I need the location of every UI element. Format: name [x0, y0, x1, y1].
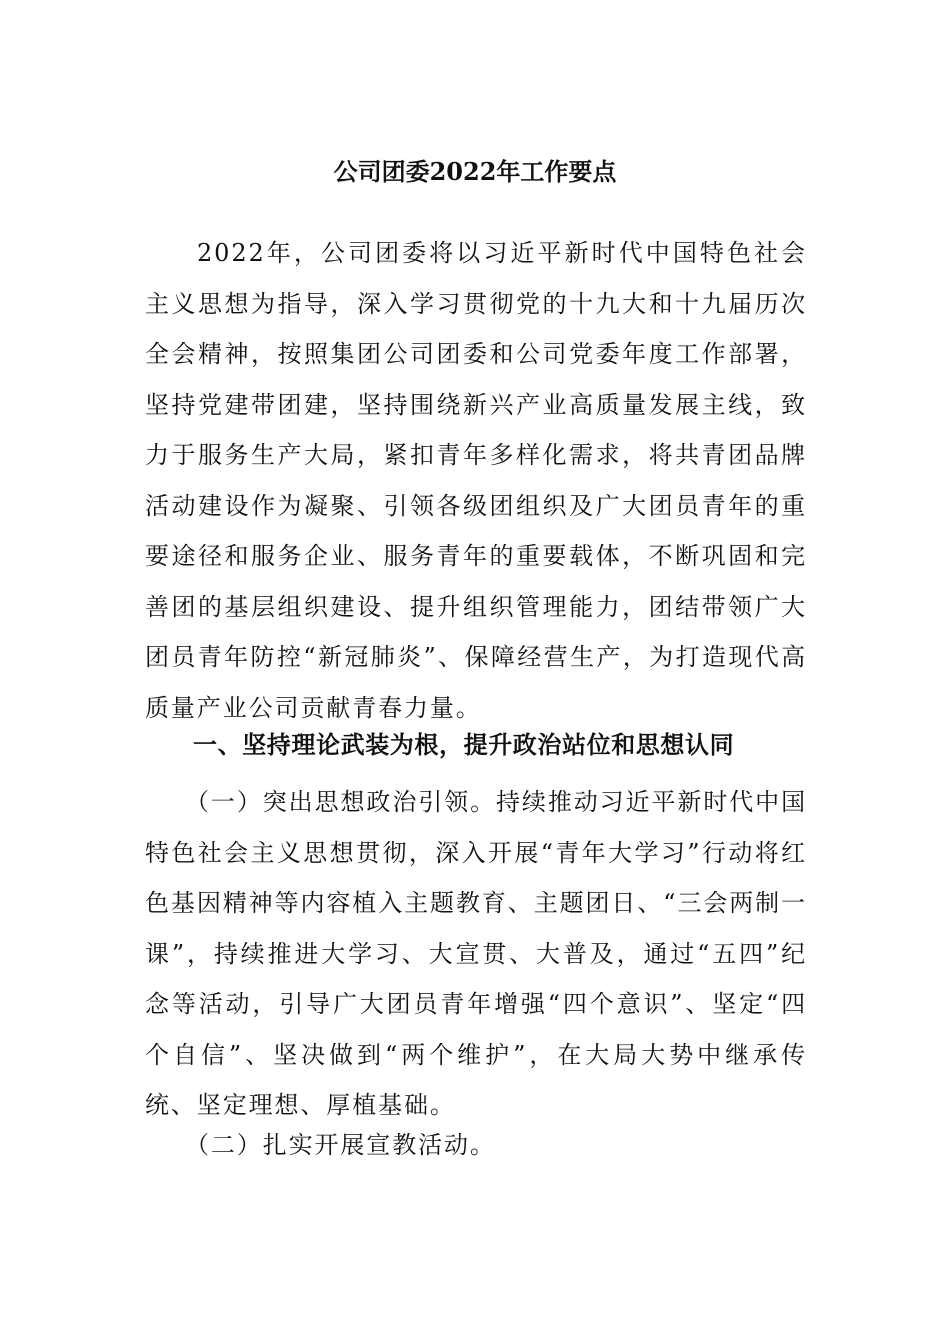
document-title: 公司团委2022年工作要点 — [333, 157, 617, 186]
section-heading: 一、坚持理论武装为根，提升政治站位和思想认同 — [193, 731, 735, 759]
item-1-paragraph: （一）突出思想政治引领。持续推动习近平新时代中国特色社会主义思想贯彻，深入开展“青年大学习”行动将红色基因精神等内容植入主题教育、主题团日、“三会两制一课”，持续推进大学习、大宣贯、大普及，通过“五四”纪念等活动，引导广大团员青年增强“四个意识”、坚定“四个自信”、坚决做到“两个维护”，在大局大势中继承传统、坚定理想、厚植基础。 — [145, 788, 807, 1119]
intro-paragraph: 2022年，公司团委将以习近平新时代中国特色社会主义思想为指导，深入学习贯彻党的十九大和十九届历次全会精神，按照集团公司团委和公司党委年度工作部署，坚持党建带团建，坚持围绕新兴产业高质量发展主线，致力于服务生产大局，紧扣青年多样化需求，将共青团品牌活动建设作为凝聚、引领各级团组织及广大团员青年的重要途径和服务企业、服务青年的重要载体，不断巩固和完善团的基层组织建设、提升组织管理能力，团结带领广大团员青年防控“新冠肺炎”、保障经营生产，为打造现代高质量产业公司贡献青春力量。 — [145, 239, 807, 722]
item-2-paragraph: （二）扎实开展宣教活动。 — [185, 1131, 496, 1159]
